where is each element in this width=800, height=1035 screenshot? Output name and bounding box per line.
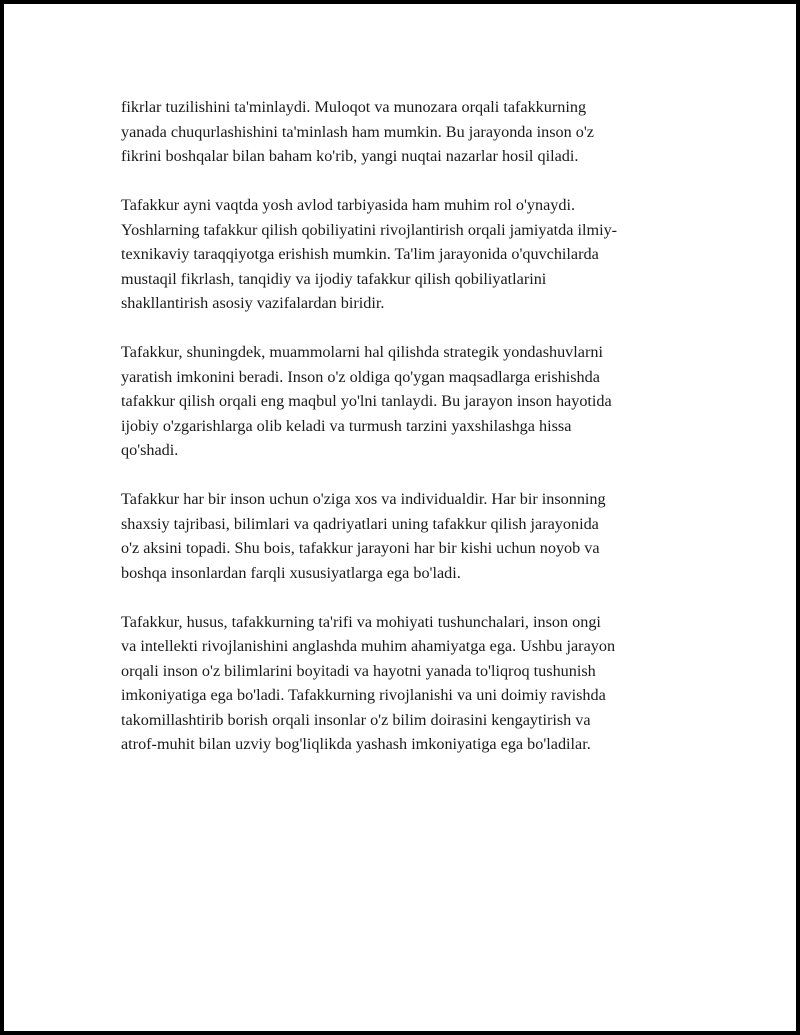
text-line: takomillashtirib borish orqali insonlar o'z bilim doirasini kengaytirish va xyxy=(121,710,591,729)
text-line: tafakkur qilish orqali eng maqbul yo'lni tanlaydi. Bu jarayon inson hayotida xyxy=(121,392,612,410)
text-line: orqali inson o'z bilimlarini boyitadi va hayotni yanada to'liqroq tushunish xyxy=(121,661,596,680)
paragraph-1 xyxy=(121,95,701,169)
text-line: yanada chuqurlashishini ta'minlash ham mumkin. Bu jarayonda inson o'z xyxy=(121,122,594,141)
document-body xyxy=(121,95,701,781)
text-line: shakllantirish asosiy vazifalardan biridir. xyxy=(121,294,385,312)
paragraph-5 xyxy=(121,610,701,757)
paragraph-4 xyxy=(121,487,701,585)
text-line: fikrlar tuzilishini ta'minlaydi. Muloqot va munozara orqali tafakkurning xyxy=(121,98,587,116)
text-line: fikrini boshqalar bilan baham ko'rib, yangi nuqtai nazarlar hosil qiladi. xyxy=(121,147,579,165)
text-line: Tafakkur, husus, tafakkurning ta'rifi va mohiyati tushunchalari, inson ongi xyxy=(121,612,601,631)
text-line: Tafakkur har bir inson uchun o'ziga xos va individualdir. Har bir insonning xyxy=(121,490,606,508)
text-line: boshqa insonlardan farqli xususiyatlarga ega bo'ladi. xyxy=(121,563,461,582)
text-line: qo'shadi. xyxy=(121,441,179,459)
paragraph-3 xyxy=(121,340,701,463)
paragraph-2 xyxy=(121,193,701,316)
text-line: imkoniyatiga ega bo'ladi. Tafakkurning rivojlanishi va uni doimiy ravishda xyxy=(121,686,606,704)
text-line: va intellekti rivojlanishini anglashda muhim ahamiyatga ega. Ushbu jarayon xyxy=(121,637,616,655)
text-line: shaxsiy tajribasi, bilimlari va qadriyatlari uning tafakkur qilish jarayonida xyxy=(121,514,599,533)
text-line: atrof-muhit bilan uzviy bog'liqlikda yashash imkoniyatiga ega bo'ladilar. xyxy=(121,735,591,753)
text-line: o'z aksini topadi. Shu bois, tafakkur jarayoni har bir kishi uchun noyob va xyxy=(121,539,600,557)
text-line: Tafakkur ayni vaqtda yosh avlod tarbiyasida ham muhim rol o'ynaydi. xyxy=(121,196,576,214)
text-line: texnikaviy taraqqiyotga erishish mumkin. Ta'lim jarayonida o'quvchilarda xyxy=(121,245,599,263)
text-line: Yoshlarning tafakkur qilish qobiliyatini rivojlantirish orqali jamiyatda ilmiy- xyxy=(121,220,618,239)
text-line: yaratish imkonini beradi. Inson o'z oldiga qo'ygan maqsadlarga erishishda xyxy=(121,367,600,386)
text-line: Tafakkur, shuningdek, muammolarni hal qilishda strategik yondashuvlarni xyxy=(121,343,603,361)
text-line: mustaqil fikrlash, tanqidiy va ijodiy tafakkur qilish qobiliyatlarini xyxy=(121,269,547,288)
text-line: ijobiy o'zgarishlarga olib keladi va turmush tarzini yaxshilashga hissa xyxy=(121,416,572,435)
